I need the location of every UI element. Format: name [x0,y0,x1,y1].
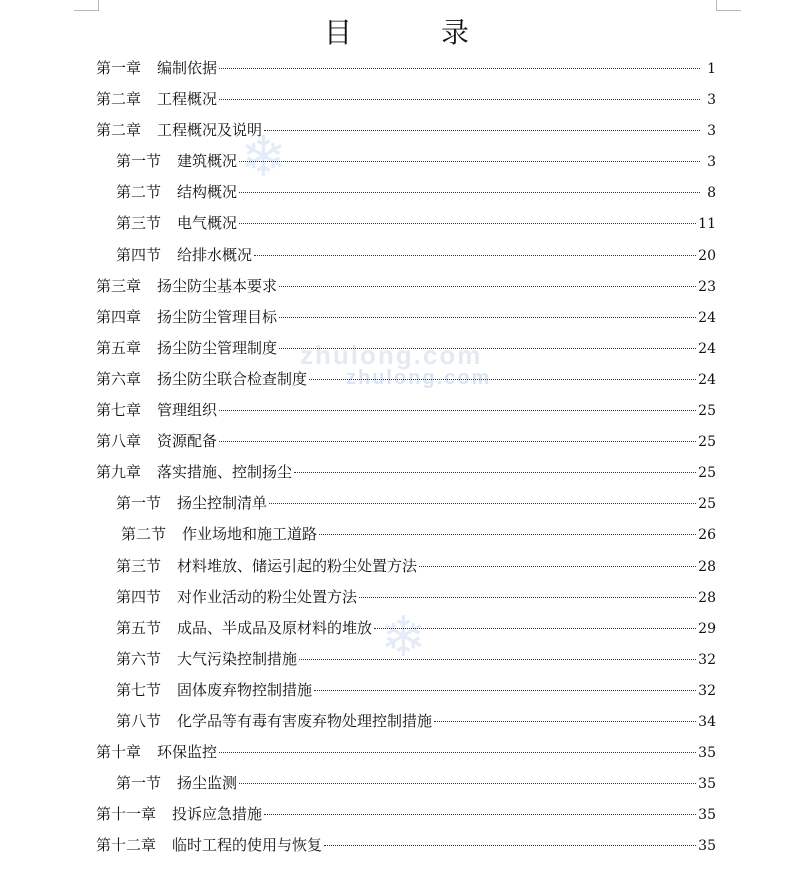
toc-entry[interactable] [96,830,716,861]
toc-entry-label: 投诉应急措施 [172,805,263,824]
toc-entry-label: 管理组织 [157,401,218,420]
toc-entry-number: 第七章 [96,401,142,420]
toc-entry[interactable] [96,240,716,271]
toc-entry-label: 临时工程的使用与恢复 [172,836,323,855]
toc-entry-page: 32 [698,651,716,668]
toc-entry-leader [374,627,696,629]
toc-entry-number: 第七节 [116,680,162,699]
toc-entry-label: 建筑概况 [177,152,238,171]
watermark-main: zhulong.com [300,340,483,370]
toc-entry-page: 34 [698,713,716,730]
toc-entry[interactable] [96,675,716,706]
toc-entry-leader [219,98,700,100]
toc-entry-leader [309,378,696,380]
toc-entry-leader [219,409,696,411]
toc-entry-label: 扬尘防尘基本要求 [157,276,278,295]
toc-entry[interactable] [96,53,716,84]
toc-entry[interactable] [96,737,716,768]
toc-entry-label: 工程概况及说明 [157,121,263,140]
toc-entry-page: 28 [698,558,716,575]
toc-entry-page: 25 [698,465,716,482]
toc-entry-number: 第三节 [116,556,162,575]
toc-entry-label: 扬尘防尘管理制度 [157,338,278,357]
toc-entry-leader [264,813,696,815]
toc-entry[interactable] [96,271,716,302]
toc-entry[interactable] [96,488,716,519]
toc-entry-label: 电气概况 [177,214,238,233]
toc-entry-number: 第一节 [116,494,162,513]
toc-entry-label: 作业场地和施工道路 [182,525,318,544]
toc-entry-label: 扬尘防尘联合检查制度 [157,369,308,388]
watermark-snowflake-icon: ❄ [240,125,287,190]
toc-entry-number: 第八章 [96,432,142,451]
toc-entry[interactable] [96,799,716,830]
toc-entry-leader [279,285,696,287]
toc-entry-page: 24 [698,309,716,326]
toc-entry-number: 第八节 [116,711,162,730]
toc-entry-leader [279,347,696,349]
toc-entry-number: 第一节 [116,774,162,793]
toc-entry-page: 23 [698,278,716,295]
toc-entry-page: 35 [698,776,716,793]
toc-entry-leader [324,844,696,846]
toc-entry-leader [239,782,696,784]
toc-entry-leader [239,160,700,162]
toc-entry-leader [359,596,696,598]
toc-entry-number: 第五节 [116,618,162,637]
toc-entry-number: 第六节 [116,649,162,668]
toc-entry-leader [239,222,696,224]
toc-entry[interactable] [96,706,716,737]
toc-entry[interactable] [96,613,716,644]
toc-entry[interactable] [96,302,716,333]
toc-entry-leader [279,316,696,318]
toc-entry-leader [254,254,696,256]
toc-entry-number: 第五章 [96,338,142,357]
watermark-sub: zhulong.com [346,367,492,389]
toc-entry-leader [219,67,700,69]
toc-entry-page: 25 [698,434,716,451]
toc-entry-page: 11 [698,216,716,233]
toc-entry-page: 3 [707,92,716,109]
toc-entry-label: 对作业活动的粉尘处置方法 [177,587,358,606]
toc-entry[interactable] [96,177,716,208]
toc-entry-page: 8 [707,185,716,202]
toc-entry-page: 25 [698,403,716,420]
toc-entry-number: 第三章 [96,276,142,295]
toc-entry-number: 第四节 [116,245,162,264]
page-corner-mark-left [74,0,99,11]
toc-entry[interactable] [96,364,716,395]
toc-entry-page: 32 [698,682,716,699]
toc-entry-page: 28 [698,589,716,606]
toc-entry-page: 3 [707,154,716,171]
toc-entry-label: 给排水概况 [177,245,253,264]
toc-entry-number: 第二节 [116,183,162,202]
toc-entry-leader [264,129,700,131]
toc-entry-page: 24 [698,371,716,388]
toc-entry-page: 1 [707,61,716,77]
toc-entry-leader [219,751,696,753]
toc-entry-label: 扬尘控制清单 [177,494,268,513]
toc-entry[interactable] [96,519,716,550]
toc-entry-label: 扬尘防尘管理目标 [157,307,278,326]
toc-entry[interactable] [96,146,716,177]
toc-entry-leader [299,658,696,660]
toc-entry-number: 第十二章 [96,836,157,855]
toc-entry-leader [219,440,696,442]
toc-entry-label: 工程概况 [157,90,218,109]
watermark-snowflake-icon: ❄ [380,605,427,670]
toc-entry[interactable] [96,644,716,675]
toc-entry-label: 结构概况 [177,183,238,202]
toc-entry-number: 第四节 [116,587,162,606]
toc-entry[interactable] [96,551,716,582]
toc-list [96,53,716,861]
toc-entry-number: 第九章 [96,463,142,482]
toc-entry-leader [269,502,696,504]
toc-entry-leader [319,533,696,535]
toc-entry-number: 第六章 [96,369,142,388]
toc-entry-label: 固体废弃物控制措施 [177,680,313,699]
toc-entry-label: 材料堆放、储运引起的粉尘处置方法 [177,556,418,575]
toc-entry-label: 环保监控 [157,743,218,762]
toc-entry[interactable] [96,457,716,488]
toc-entry-page: 35 [698,838,716,855]
toc-entry-number: 第四章 [96,307,142,326]
toc-entry[interactable] [96,426,716,457]
toc-entry-label: 落实措施、控制扬尘 [157,463,293,482]
toc-entry-number: 第二节 [121,525,167,544]
page-corner-mark-right [716,0,741,11]
toc-entry-label: 成品、半成品及原材料的堆放 [177,618,373,637]
toc-entry-label: 扬尘监测 [177,774,238,793]
toc-entry-leader [314,689,696,691]
toc-entry-label: 资源配备 [157,432,218,451]
toc-entry-leader [239,191,700,193]
toc-entry[interactable] [96,582,716,613]
toc-entry-label: 大气污染控制措施 [177,649,298,668]
toc-entry-page: 3 [707,123,716,140]
toc-title: 目 录 [324,16,509,49]
toc-entry-number: 第十一章 [96,805,157,824]
toc-entry-page: 26 [698,527,716,544]
toc-entry-leader [419,565,696,567]
toc-entry[interactable] [96,768,716,799]
toc-entry-label: 编制依据 [157,59,218,77]
toc-entry[interactable] [96,395,716,426]
toc-entry-page: 35 [698,807,716,824]
toc-entry-page: 24 [698,340,716,357]
toc-entry[interactable] [96,333,716,364]
toc-entry-leader [294,471,696,473]
toc-entry-number: 第一节 [116,152,162,171]
toc-entry-number: 第三节 [116,214,162,233]
toc-entry-page: 35 [698,745,716,762]
toc-entry[interactable] [96,208,716,239]
toc-entry-number: 第十章 [96,743,142,762]
toc-entry-page: 20 [698,247,716,264]
toc-entry-page: 29 [698,620,716,637]
toc-entry-number: 第二章 [96,121,142,140]
toc-entry-page: 25 [698,496,716,513]
toc-entry-number: 第一章 [96,59,142,77]
toc-entry-label: 化学品等有毒有害废弃物处理控制措施 [177,711,433,730]
toc-entry-leader [434,720,696,722]
toc-entry[interactable] [96,84,716,115]
toc-entry[interactable] [96,115,716,146]
toc-entry-number: 第二章 [96,90,142,109]
